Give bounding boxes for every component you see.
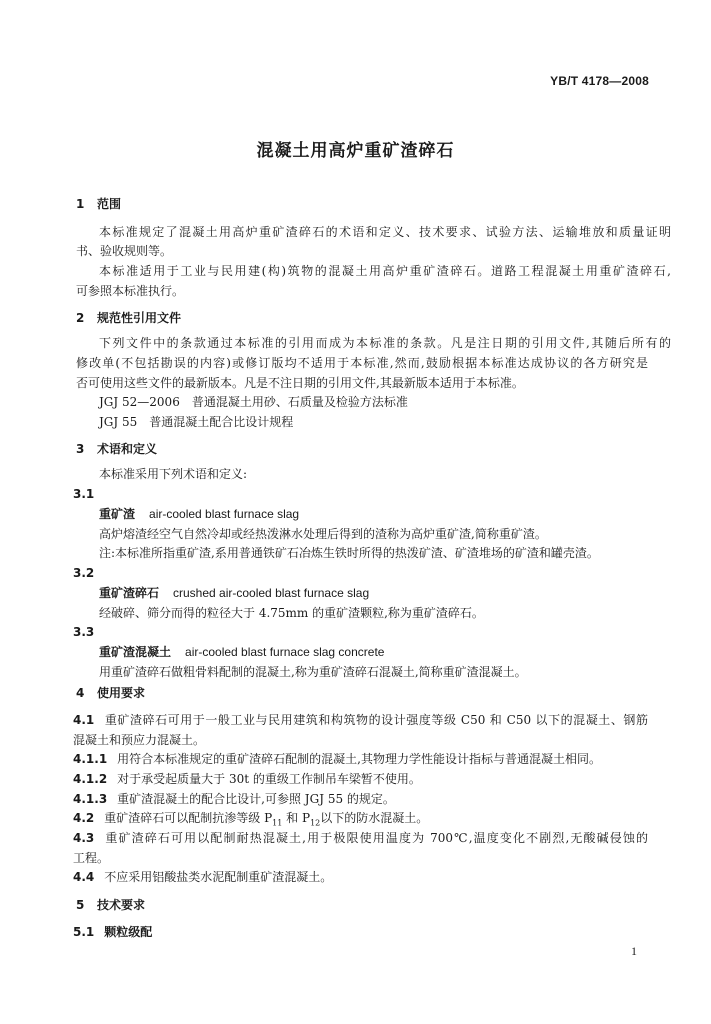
s1-paragraph-1-line-1: 本标准规定了混凝土用高炉重矿渣碎石的术语和定义、技术要求、试验方法、运输堆放和质量证明 [99, 225, 671, 239]
clause-5-1-heading: 5.1 颗粒级配 [73, 925, 153, 939]
s1-paragraph-2-line-1: 本标准适用于工业与民用建(构)筑物的混凝土用高炉重矿渣碎石。道路工程混凝土用重矿渣碎石, [99, 264, 671, 278]
term-3-2-heading: 重矿渣碎石 crushed air-cooled blast furnace slag [99, 586, 370, 600]
clause-4-3-line-2: 工程。 [73, 851, 110, 865]
clause-4-2: 4.2 重矿渣碎石可以配制抗渗等级 $P_{11}$ 和 $P_{12}$以下的防水混凝土。 [73, 811, 429, 828]
section-4-heading: 4 使用要求 [76, 686, 146, 700]
clause-4-1-line-2: 混凝土和预应力混凝土。 [73, 733, 206, 747]
term-3-1-number: 3.1 [73, 487, 95, 501]
s1-paragraph-2-line-2: 可参照本标准执行。 [76, 284, 185, 298]
section-3-heading: 3 术语和定义 [76, 442, 158, 456]
document-title: 混凝土用高炉重矿渣碎石 [256, 141, 455, 161]
clause-4-1-line-1: 4.1 重矿渣碎石可用于一般工业与民用建筑和构筑物的设计强度等级 C50 和 C50 以下的混凝土、钢筋 [73, 713, 648, 727]
s2-paragraph-line-2: 修改单(不包括勘误的内容)或修订版均不适用于本标准,然而,鼓励根据本标准达成协议的各方研究是 [76, 356, 648, 370]
clause-4-1-3: 4.1.3 重矿渣混凝土的配合比设计,可参照 JGJ 55 的规定。 [73, 792, 395, 806]
s2-paragraph-line-3: 否可使用这些文件的最新版本。凡是不注日期的引用文件,其最新版本适用于本标准。 [76, 376, 524, 390]
clause-4-3-line-1: 4.3 重矿渣碎石可用以配制耐热混凝土,用于极限使用温度为 700℃,温度变化不剧烈,无酸碱侵蚀的 [73, 831, 648, 845]
s2-reference-2: JGJ 55 普通混凝土配合比设计规程 [99, 415, 294, 429]
section-5-heading: 5 技术要求 [76, 898, 146, 912]
s2-reference-1: JGJ 52—2006 普通混凝土用砂、石质量及检验方法标准 [99, 395, 408, 409]
s2-paragraph-line-1: 下列文件中的条款通过本标准的引用而成为本标准的条款。凡是注日期的引用文件,其随后所有的 [99, 336, 671, 350]
standard-code: YB/T 4178—2008 [550, 74, 649, 88]
s1-paragraph-1-line-2: 书、验收规则等。 [76, 244, 173, 258]
term-3-1-note: 注:本标准所指重矿渣,系用普通铁矿石冶炼生铁时所得的热泼矿渣、矿渣堆场的矿渣和罐壳渣。 [99, 546, 599, 560]
page-number: 1 [631, 944, 637, 958]
term-3-3-definition: 用重矿渣碎石做粗骨料配制的混凝土,称为重矿渣碎石混凝土,简称重矿渣混凝土。 [99, 665, 527, 679]
clause-4-1-2: 4.1.2 对于承受起质量大于 30t 的重级工作制吊车梁暂不使用。 [73, 772, 421, 786]
term-3-1-definition: 高炉熔渣经空气自然冷却或经热泼淋水处理后得到的渣称为高炉重矿渣,简称重矿渣。 [99, 527, 547, 541]
section-1-heading: 1 范围 [76, 197, 122, 211]
term-3-3-number: 3.3 [73, 625, 95, 639]
term-3-3-heading: 重矿渣混凝土 air-cooled blast furnace slag concrete [99, 645, 385, 659]
term-3-2-number: 3.2 [73, 566, 95, 580]
term-3-1-heading: 重矿渣 air-cooled blast furnace slag [99, 507, 300, 521]
s3-intro: 本标准采用下列术语和定义: [99, 467, 248, 481]
clause-4-1-1: 4.1.1 用符合本标准规定的重矿渣碎石配制的混凝土,其物理力学性能设计指标与普通混凝土相同。 [73, 752, 601, 766]
clause-4-4: 4.4 不应采用铝酸盐类水泥配制重矿渣混凝土。 [73, 870, 333, 884]
section-2-heading: 2 规范性引用文件 [76, 311, 182, 325]
term-3-2-definition: 经破碎、筛分而得的粒径大于 4.75mm 的重矿渣颗粒,称为重矿渣碎石。 [99, 606, 484, 620]
